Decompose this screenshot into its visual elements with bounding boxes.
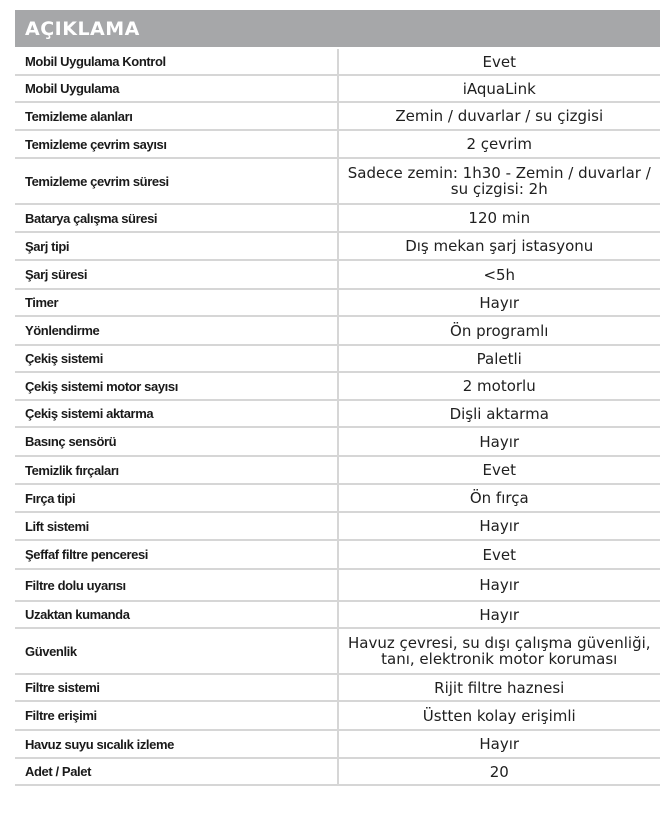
row-label: Çekiş sistemi (15, 345, 338, 372)
table-row (15, 456, 660, 484)
table-row (15, 260, 660, 289)
row-label: Temizleme alanları (15, 102, 338, 130)
table-row (15, 345, 660, 372)
table-row (15, 130, 660, 158)
row-label: Yönlendirme (15, 316, 338, 345)
table-row (15, 628, 660, 674)
row-label: Batarya çalışma süresi (15, 204, 338, 232)
row-label: Uzaktan kumanda (15, 601, 338, 628)
row-value: Hayır (338, 730, 661, 758)
row-value: Dişli aktarma (338, 400, 661, 427)
row-value: Hayır (338, 289, 661, 316)
row-label: Filtre erişimi (15, 701, 338, 730)
row-label: Lift sistemi (15, 512, 338, 540)
row-value: Üstten kolay erişimli (338, 701, 661, 730)
row-label: Şarj süresi (15, 260, 338, 289)
specification-table (15, 10, 660, 786)
table-row (15, 701, 660, 730)
row-value: Sadece zemin: 1h30 - Zemin / duvarlar / su çizgisi: 2h (338, 158, 661, 204)
table-row (15, 232, 660, 260)
row-label: Şeffaf filtre penceresi (15, 540, 338, 569)
table-row (15, 484, 660, 512)
row-label: Temizleme çevrim sayısı (15, 130, 338, 158)
row-value: <5h (338, 260, 661, 289)
row-value: Evet (338, 456, 661, 484)
row-value: Hayır (338, 569, 661, 601)
row-label: Fırça tipi (15, 484, 338, 512)
table-row (15, 158, 660, 204)
table-row (15, 674, 660, 701)
row-value: Zemin / duvarlar / su çizgisi (338, 102, 661, 130)
row-label: Çekiş sistemi motor sayısı (15, 372, 338, 400)
table-row (15, 316, 660, 345)
table-body (15, 48, 660, 785)
row-value: 2 motorlu (338, 372, 661, 400)
row-label: Adet / Palet (15, 758, 338, 785)
row-label: Basınç sensörü (15, 427, 338, 456)
table-row (15, 601, 660, 628)
row-value: 20 (338, 758, 661, 785)
table-row (15, 569, 660, 601)
row-value: Ön programlı (338, 316, 661, 345)
table-row (15, 48, 660, 75)
table-row (15, 400, 660, 427)
row-label: Güvenlik (15, 628, 338, 674)
row-value: Evet (338, 48, 661, 75)
row-label: Çekiş sistemi aktarma (15, 400, 338, 427)
row-value: Evet (338, 540, 661, 569)
row-value: Ön fırça (338, 484, 661, 512)
row-value: Hayır (338, 601, 661, 628)
row-value: 120 min (338, 204, 661, 232)
row-label: Havuz suyu sıcalık izleme (15, 730, 338, 758)
row-label: Filtre dolu uyarısı (15, 569, 338, 601)
table-row (15, 730, 660, 758)
row-value: Rijit filtre haznesi (338, 674, 661, 701)
table-row (15, 427, 660, 456)
row-label: Filtre sistemi (15, 674, 338, 701)
table-header-row (15, 10, 660, 48)
row-label: Temizlik fırçaları (15, 456, 338, 484)
table-row (15, 75, 660, 102)
row-value: Dış mekan şarj istasyonu (338, 232, 661, 260)
row-label: Temizleme çevrim süresi (15, 158, 338, 204)
row-label: Şarj tipi (15, 232, 338, 260)
table-header-title: AÇIKLAMA (15, 10, 660, 48)
row-label: Timer (15, 289, 338, 316)
row-value: Hayır (338, 512, 661, 540)
table-row (15, 102, 660, 130)
table-row (15, 204, 660, 232)
row-value: Hayır (338, 427, 661, 456)
table-row (15, 289, 660, 316)
table-row (15, 372, 660, 400)
row-label: Mobil Uygulama Kontrol (15, 48, 338, 75)
row-value: Havuz çevresi, su dışı çalışma güvenliği, tanı, elektronik motor koruması (338, 628, 661, 674)
row-value: iAquaLink (338, 75, 661, 102)
row-value: 2 çevrim (338, 130, 661, 158)
table-row (15, 512, 660, 540)
table-row (15, 540, 660, 569)
row-value: Paletli (338, 345, 661, 372)
table-row (15, 758, 660, 785)
row-label: Mobil Uygulama (15, 75, 338, 102)
